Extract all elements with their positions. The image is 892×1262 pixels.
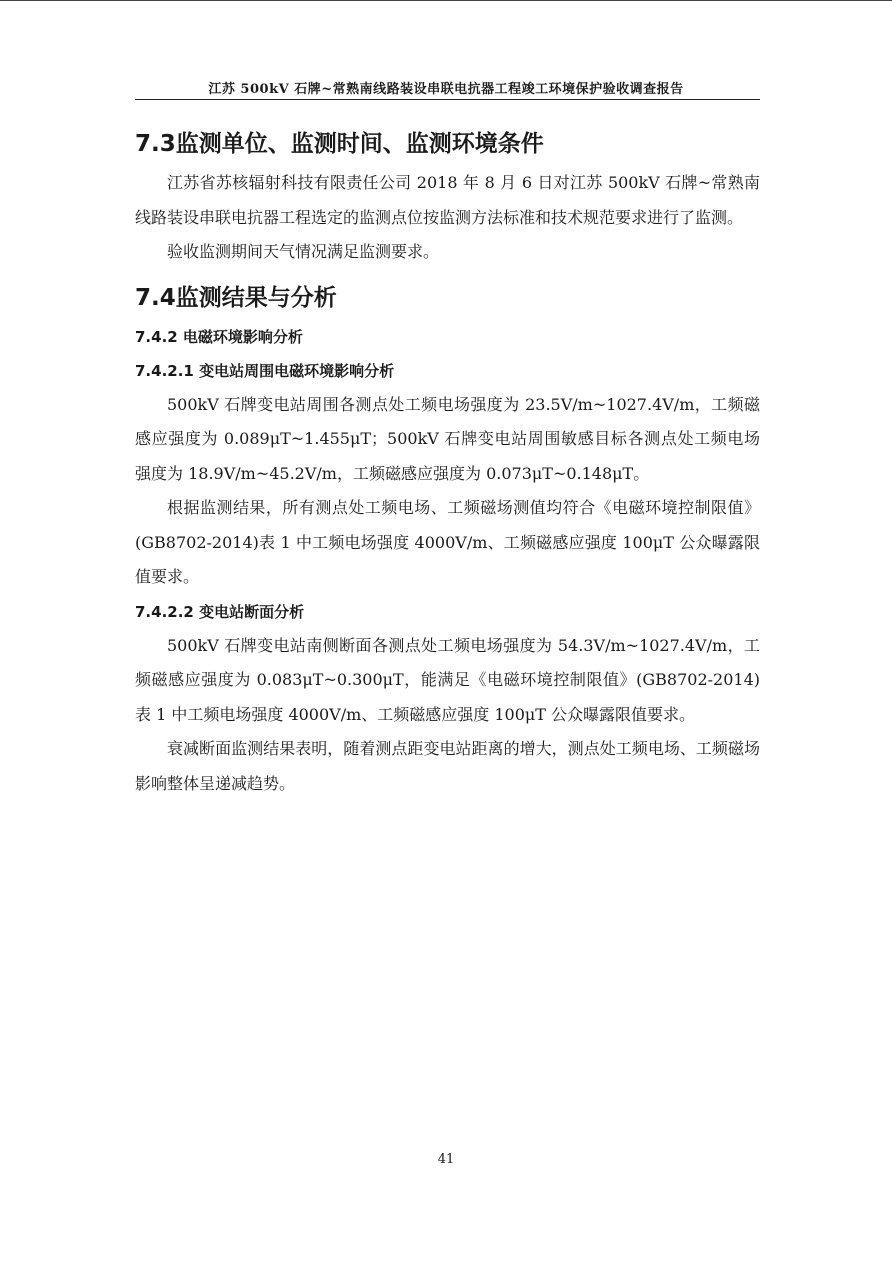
section-7-4-2-1-heading: 7.4.2.1 变电站周围电磁环境影响分析 bbox=[135, 361, 395, 380]
section-7-4-2-2-paragraph: 衰减断面监测结果表明，随着测点距变电站距离的增大，测点处工频电场、工频磁场影响整体呈递减趋势。 bbox=[135, 739, 760, 793]
section-7-4-2-heading: 7.4.2 电磁环境影响分析 bbox=[135, 327, 303, 346]
running-header: 江苏 500kV 石牌~常熟南线路装设串联电抗器工程竣工环境保护验收调查报告 bbox=[208, 82, 684, 97]
section-7-3-paragraph: 验收监测期间天气情况满足监测要求。 bbox=[167, 242, 440, 261]
section-7-4-heading: 7.4监测结果与分析 bbox=[135, 284, 337, 311]
section-7-4-2-2-heading: 7.4.2.2 变电站断面分析 bbox=[135, 602, 305, 621]
section-7-4-2-2-paragraph: 500kV 石牌变电站南侧断面各测点处工频电场强度为 54.3V/m~1027.4V/m，工频磁感应强度为 0.083μT~0.300μT，能满足《电磁环境控制限值》(GB8702-2014)表 1 中工频电场强度 4000V/m、工频磁感应强度 100μT 公众曝露限值要求。 bbox=[135, 635, 760, 724]
header-rule bbox=[135, 99, 760, 100]
section-7-3-heading: 7.3监测单位、监测时间、监测环境条件 bbox=[135, 131, 544, 157]
page-top-border bbox=[0, 0, 892, 1]
section-7-3-paragraph: 江苏省苏核辐射科技有限责任公司 2018 年 8 月 6 日对江苏 500kV 石牌~常熟南线路装设串联电抗器工程选定的监测点位按监测方法标准和技术规范要求进行了监测。 bbox=[135, 173, 760, 227]
page-number: 41 bbox=[437, 1152, 455, 1167]
document-body bbox=[135, 122, 760, 801]
section-7-4-2-1-paragraph: 500kV 石牌变电站周围各测点处工频电场强度为 23.5V/m~1027.4V/m，工频磁感应强度为 0.089μT~1.455μT；500kV 石牌变电站周围敏感目标各测点处工频电场强度为 18.9V/m~45.2V/m，工频磁感应强度为 0.073μT~0.148μT。 bbox=[135, 394, 760, 483]
section-7-4-2-1-paragraph: 根据监测结果，所有测点处工频电场、工频磁场测值均符合《电磁环境控制限值》(GB8702-2014)表 1 中工频电场强度 4000V/m、工频磁感应强度 100μT 公众曝露限值要求。 bbox=[135, 498, 760, 586]
